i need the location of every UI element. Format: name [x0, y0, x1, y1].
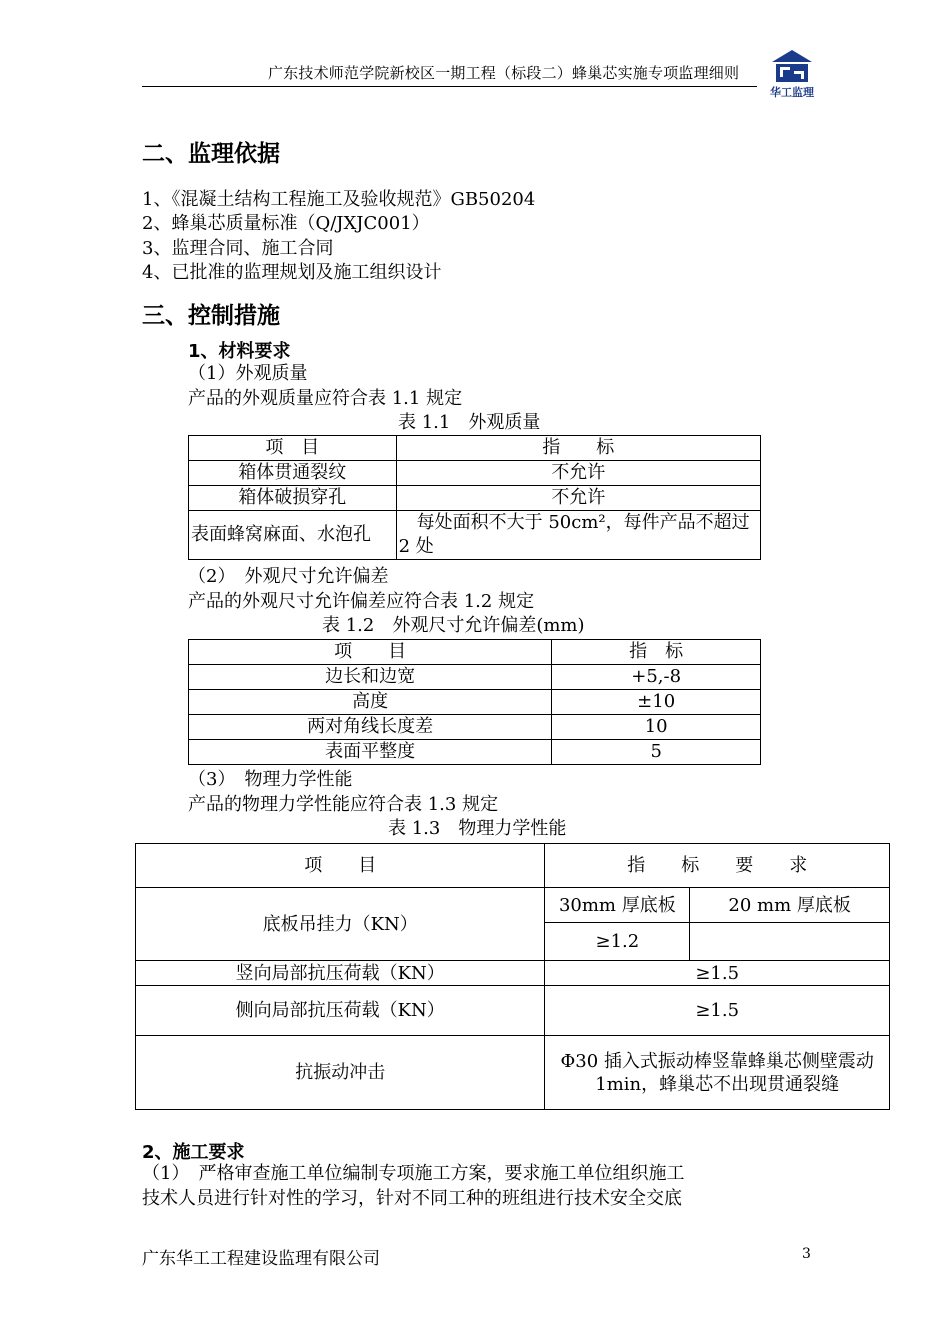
table3-val-20mm [690, 923, 890, 961]
table3-row-lateral-value: ≥1.5 [545, 986, 890, 1036]
table3-row-vibration-label: 抗振动冲击 [136, 1036, 545, 1110]
table3-sub-30mm: 30mm 厚底板 [545, 888, 690, 923]
table2-cell: 边长和边宽 [189, 665, 552, 690]
para-dimension-text: 产品的外观尺寸允许偏差应符合表 1.2 规定 [188, 591, 535, 612]
subheading-materials: 1、材料要求 [188, 341, 291, 362]
section-heading-basis: 二、监理依据 [142, 141, 280, 167]
table1-header-index: 指 标 [396, 436, 760, 461]
table3-sub-20mm: 20 mm 厚底板 [690, 888, 890, 923]
table1-cell: 不允许 [396, 461, 760, 486]
construction-line-1: （1） 严格审查施工单位编制专项施工方案，要求施工单位组织施工 [142, 1163, 685, 1184]
table2-cell: 两对角线长度差 [189, 715, 552, 740]
basis-item-4: 4、已批准的监理规划及施工组织设计 [142, 262, 442, 283]
table2-cell: +5,-8 [552, 665, 761, 690]
construction-line-2: 技术人员进行针对性的学习，针对不同工种的班组进行技术安全交底 [142, 1188, 682, 1209]
table3-header-requirement: 指 标 要 求 [545, 844, 890, 888]
table2-caption: 表 1.2 外观尺寸允许偏差(mm) [322, 615, 585, 636]
table2-cell: 表面平整度 [189, 740, 552, 765]
table1-cell: 每处面积不大于 50cm²，每件产品不超过 2 处 [396, 511, 760, 560]
table2-header-item: 项 目 [189, 640, 552, 665]
table1-caption: 表 1.1 外观质量 [398, 412, 541, 433]
table1-cell: 箱体破损穿孔 [189, 486, 397, 511]
logo-text: 华工监理 [770, 86, 814, 99]
para-physical-text: 产品的物理力学性能应符合表 1.3 规定 [188, 794, 499, 815]
table2-cell: 10 [552, 715, 761, 740]
basis-item-3: 3、监理合同、施工合同 [142, 238, 334, 259]
table-appearance-quality [188, 435, 761, 560]
basis-item-1: 1、《混凝土结构工程施工及验收规范》GB50204 [142, 189, 536, 210]
table2-cell: ±10 [552, 690, 761, 715]
table3-row-lateral-label: 侧向局部抗压荷载（KN） [136, 986, 545, 1036]
basis-item-2: 2、蜂巢芯质量标准（Q/JXJC001） [142, 213, 430, 234]
table3-val-30mm: ≥1.2 [545, 923, 690, 961]
footer-company: 广东华工工程建设监理有限公司 [142, 1249, 380, 1269]
para-physical-title: （3） 物理力学性能 [188, 769, 353, 790]
table3-row-vibration-value: Φ30 插入式振动棒竖靠蜂巢芯侧壁震动 1min，蜂巢芯不出现贯通裂缝 [545, 1036, 890, 1110]
table2-header-index: 指 标 [552, 640, 761, 665]
para-appearance-title: （1）外观质量 [188, 363, 308, 384]
table3-header-item: 项 目 [136, 844, 545, 888]
table-physical-properties [135, 843, 890, 1110]
table1-cell: 箱体贯通裂纹 [189, 461, 397, 486]
subheading-construction: 2、施工要求 [142, 1142, 245, 1163]
page-number: 3 [802, 1246, 811, 1262]
table3-row-vertical-value: ≥1.5 [545, 961, 890, 986]
table1-header-item: 项 目 [189, 436, 397, 461]
table3-row-vertical-label: 竖向局部抗压荷载（KN） [136, 961, 545, 986]
section-heading-control: 三、控制措施 [142, 303, 280, 329]
document-header-title: 广东技术师范学院新校区一期工程（标段二）蜂巢芯实施专项监理细则 [268, 64, 740, 82]
table1-cell: 不允许 [396, 486, 760, 511]
table-dimension-tolerance [188, 639, 761, 765]
table3-caption: 表 1.3 物理力学性能 [388, 818, 567, 839]
company-logo-icon [766, 48, 818, 100]
table1-cell: 表面蜂窝麻面、水泡孔 [189, 511, 397, 560]
header-rule [142, 86, 757, 87]
para-dimension-title: （2） 外观尺寸允许偏差 [188, 566, 389, 587]
table2-cell: 5 [552, 740, 761, 765]
table2-cell: 高度 [189, 690, 552, 715]
table3-row-hanging-label: 底板吊挂力（KN） [136, 888, 545, 961]
para-appearance-text: 产品的外观质量应符合表 1.1 规定 [188, 388, 463, 409]
